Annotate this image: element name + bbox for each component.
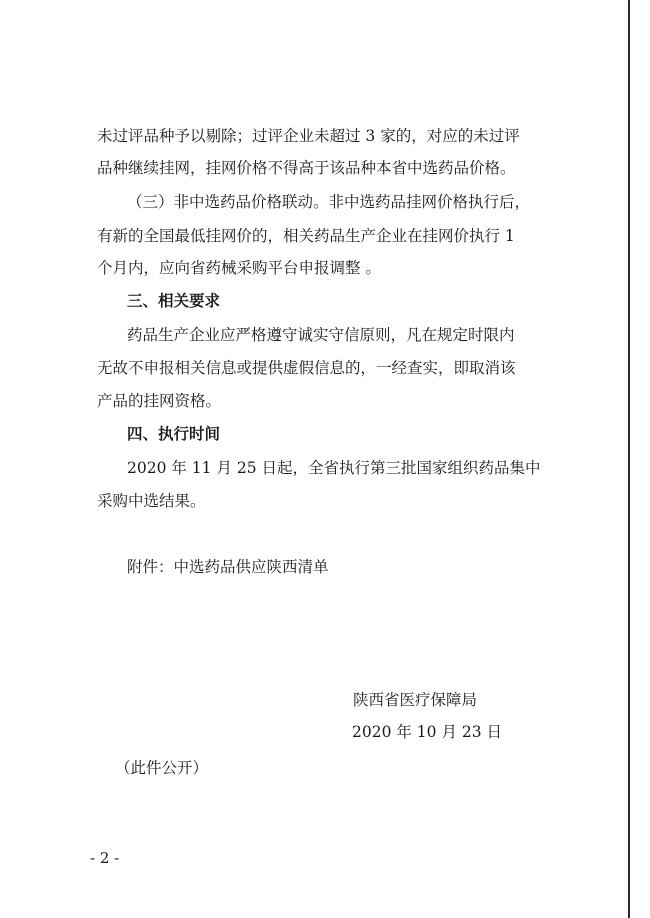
body-line-3: （三）非中选药品价格联动。非中选药品挂网价格执行后， [127,193,531,211]
body-line-4: 有新的全国最低挂网价的，相关药品生产企业在挂网价执行 1 [97,227,515,245]
body-line-1: 未过评品种予以剔除；过评企业未超过 3 家的，对应的未过评 [97,127,520,145]
publicity-note: （此件公开） [115,759,209,777]
body-line-11: 2020 年 11 月 25 日起，全省执行第三批国家组织药品集中 [127,459,541,477]
body-line-9: 产品的挂网资格。 [97,392,222,410]
attachment-line: 附件：中选药品供应陕西清单 [127,558,329,576]
issuer-name: 陕西省医疗保障局 [353,691,478,709]
page-edge-line [628,0,630,918]
section-heading-4: 四、执行时间 [127,425,221,443]
body-line-2: 品种继续挂网，挂网价格不得高于该品种本省中选药品价格。 [97,159,516,177]
body-line-5: 个月内，应向省药械采购平台申报调整 。 [97,259,381,277]
body-line-8: 无故不申报相关信息或提供虚假信息的，一经查实，即取消该 [97,359,516,377]
body-line-12: 采购中选结果。 [97,492,206,510]
issue-date: 2020 年 10 月 23 日 [352,723,503,741]
body-line-7: 药品生产企业应严格遵守诚实守信原则，凡在规定时限内 [127,326,515,344]
page-number: - 2 - [90,849,120,867]
section-heading-3: 三、相关要求 [127,292,221,310]
